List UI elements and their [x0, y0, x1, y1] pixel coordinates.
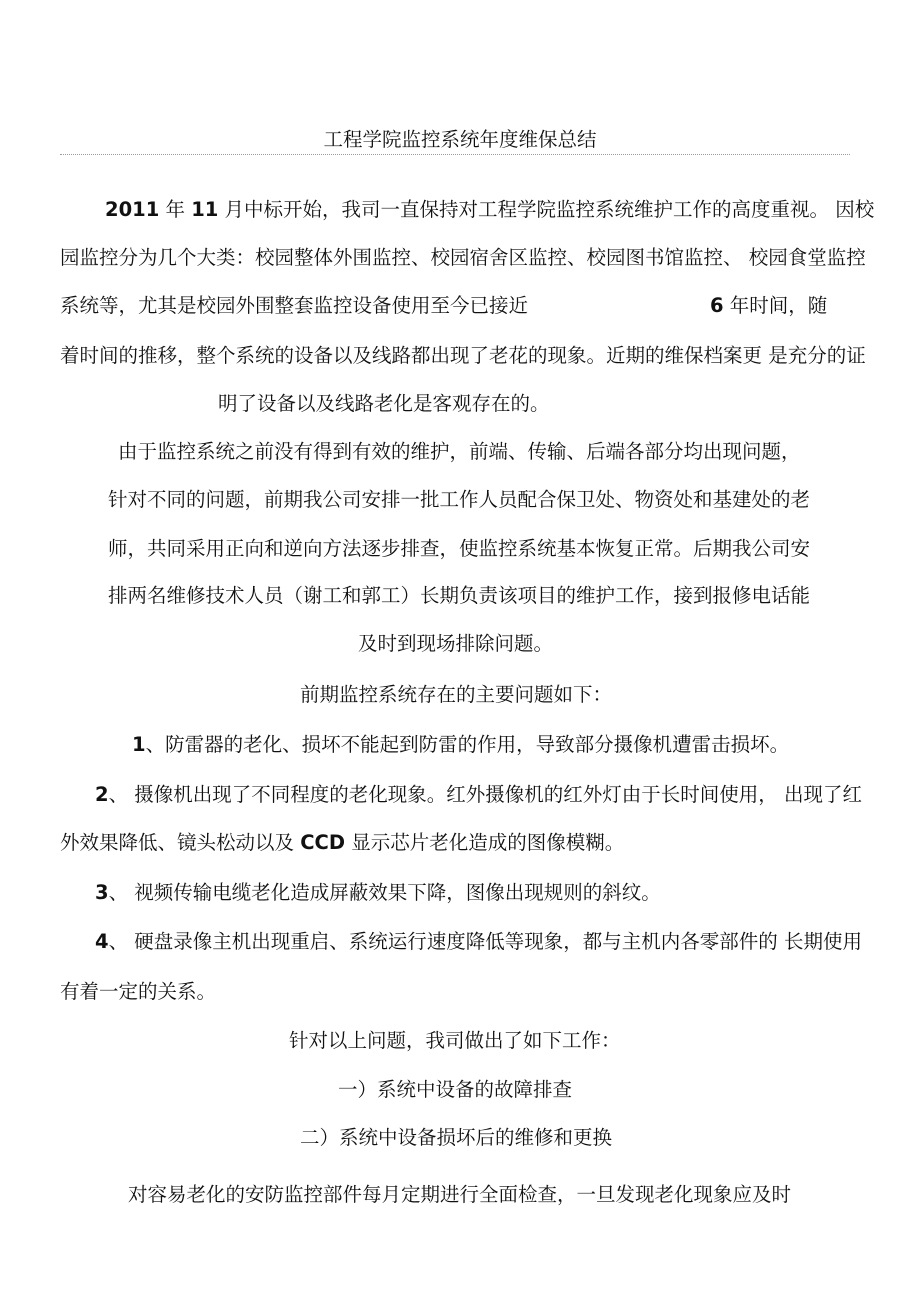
ccd-label: CCD [300, 831, 346, 854]
paragraph-1-line-5: 明了设备以及线路老化是客观存在的。 [218, 392, 550, 415]
issue-4-continued: 有着一定的关系。 [60, 980, 217, 1003]
issue-2 [95, 781, 862, 809]
paragraph-1-line-2: 园监控分为几个大类：校园整体外围监控、校园宿舍区监控、校园图书馆监控、 校园食堂监控 [60, 246, 866, 269]
issue-1 [132, 731, 789, 759]
issue-4-number: 4 [95, 930, 109, 953]
issue-1-number: 1 [132, 733, 146, 756]
paragraph-1-line-4: 着时间的推移，整个系统的设备以及线路都出现了老花的现象。近期的维保档案更 是充分的证 [60, 344, 866, 367]
issue-3-number: 3 [95, 881, 109, 904]
issue-2b-post: 显示芯片老化造成的图像模糊。 [345, 831, 625, 854]
paragraph-2-line-5: 及时到现场排除问题。 [358, 632, 554, 655]
issue-2b-pre: 外效果降低、镜头松动以及 [60, 831, 301, 854]
p1-text-b: 月中标开始，我司一直保持对工程学院监控系统维护工作的高度重视。 因校 [218, 198, 875, 221]
work-heading: 针对以上问题，我司做出了如下工作： [289, 1029, 621, 1052]
issue-3 [95, 879, 661, 907]
p1-text-c: 年时间，随 [723, 294, 828, 317]
issue-4 [95, 928, 862, 956]
issue-2-number: 2 [95, 783, 109, 806]
paragraph-2-line-4: 排两名维修技术人员（谢工和郭工）长期负责该项目的维护工作，接到报修电话能 [108, 584, 811, 607]
issue-2-text: 、 摄像机出现了不同程度的老化现象。红外摄像机的红外灯由于长时间使用， 出现了红 [108, 783, 862, 806]
issue-1-text: 、防雷器的老化、损坏不能起到防雷的作用，导致部分摄像机遭雷击损坏。 [145, 733, 790, 756]
issue-4-text: 、 硬盘录像主机出现重启、系统运行速度降低等现象，都与主机内各零部件的 长期使用 [108, 930, 862, 953]
issue-2-continued [60, 829, 624, 857]
year-value: 2011 [105, 198, 160, 221]
years-value: 6 [710, 294, 724, 317]
paragraph-1-line-3a: 系统等，尤其是校园外围整套监控设备使用至今已接近 [60, 294, 529, 317]
month-value: 11 [191, 198, 219, 221]
final-line: 对容易老化的安防监控部件每月定期进行全面检查，一旦发现老化现象应及时 [128, 1183, 792, 1206]
paragraph-2-line-1: 由于监控系统之前没有得到有效的维护，前端、传输、后端各部分均出现问题， [118, 440, 801, 463]
paragraph-1-line-1 [105, 196, 874, 224]
title-divider [60, 154, 850, 155]
paragraph-2-line-3: 师，共同采用正向和逆向方法逐步排查，使监控系统基本恢复正常。后期我公司安 [108, 537, 811, 560]
issues-heading: 前期监控系统存在的主要问题如下： [300, 683, 613, 706]
p1-text-a: 年 [159, 198, 192, 221]
work-item-2: 二）系统中设备损坏后的维修和更换 [300, 1126, 613, 1149]
paragraph-1-line-3b [710, 292, 827, 320]
document-title: 工程学院监控系统年度维保总结 [323, 128, 597, 151]
work-item-1: 一）系统中设备的故障排查 [338, 1078, 573, 1101]
paragraph-2-line-2: 针对不同的问题，前期我公司安排一批工作人员配合保卫处、物资处和基建处的老 [108, 488, 811, 511]
issue-3-text: 、 视频传输电缆老化造成屏蔽效果下降，图像出现规则的斜纹。 [108, 881, 661, 904]
